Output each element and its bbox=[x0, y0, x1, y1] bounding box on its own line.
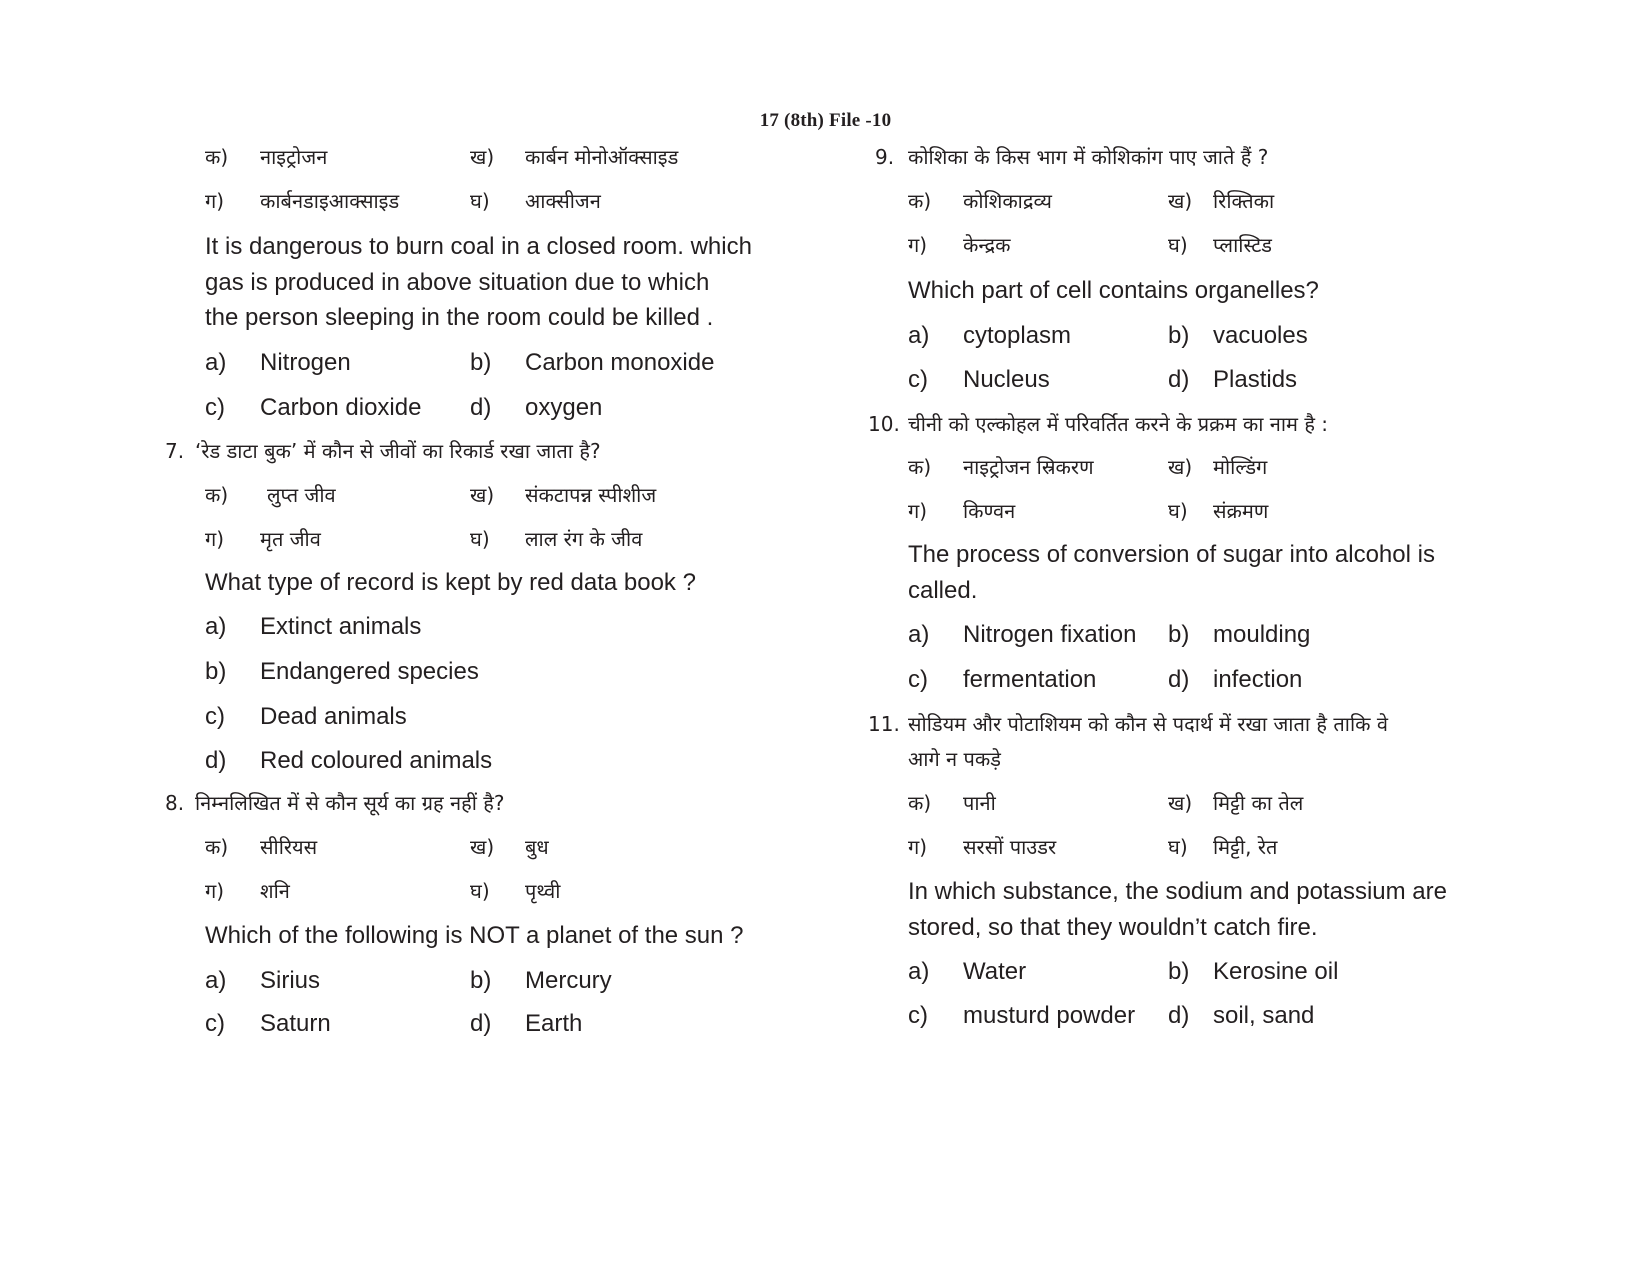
option-label: a) bbox=[205, 613, 227, 640]
option-text: प्लास्टिड bbox=[1213, 233, 1272, 257]
hindi-question: चीनी को एल्कोहल में परिवर्तित करने के प्रक्रम का नाम है : bbox=[908, 412, 1329, 436]
option-label: घ) bbox=[470, 189, 490, 213]
option-text: infection bbox=[1213, 666, 1303, 693]
option-label: ग) bbox=[908, 499, 928, 523]
option-label: ख) bbox=[1168, 189, 1193, 213]
option-label: ख) bbox=[1168, 791, 1193, 815]
question-number: 11. bbox=[868, 712, 900, 736]
option-text: Sirius bbox=[260, 967, 321, 994]
hindi-options-row bbox=[908, 833, 1518, 863]
question-number: 10. bbox=[868, 412, 900, 436]
option-text: musturd powder bbox=[963, 1002, 1136, 1029]
option-label: d) bbox=[205, 747, 227, 774]
hindi-options-row bbox=[908, 187, 1518, 217]
option-label: d) bbox=[1168, 666, 1190, 693]
english-options-row bbox=[175, 348, 775, 378]
option-text: मोल्डिंग bbox=[1213, 455, 1268, 479]
hindi-options-row bbox=[175, 187, 775, 217]
option-text: Kerosine oil bbox=[1213, 958, 1339, 985]
option-text: बुध bbox=[525, 835, 549, 859]
option-text: Endangered species bbox=[260, 658, 479, 685]
english-options-row bbox=[908, 957, 1518, 987]
english-options-row bbox=[908, 365, 1518, 395]
option-text: Dead animals bbox=[260, 703, 407, 730]
option-text: soil, sand bbox=[1213, 1002, 1315, 1029]
option-text: केन्द्रक bbox=[963, 233, 1011, 257]
option-label: d) bbox=[1168, 1002, 1190, 1029]
option-label: घ) bbox=[470, 527, 490, 551]
option-text: लुप्त जीव bbox=[267, 483, 336, 507]
hindi-question: कोशिका के किस भाग में कोशिकांग पाए जाते हैं ? bbox=[908, 145, 1269, 169]
option-label: c) bbox=[908, 666, 928, 693]
option-text: Earth bbox=[525, 1010, 583, 1037]
english-option-row bbox=[175, 746, 775, 776]
option-label: घ) bbox=[470, 879, 490, 903]
english-options-row bbox=[908, 321, 1518, 351]
option-text: Extinct animals bbox=[260, 613, 422, 640]
option-text: शनि bbox=[260, 879, 290, 903]
option-label: क) bbox=[205, 835, 229, 859]
english-options-row bbox=[908, 620, 1518, 650]
option-text: लाल रंग के जीव bbox=[525, 527, 643, 551]
english-option-row bbox=[175, 702, 775, 732]
option-label: घ) bbox=[1168, 835, 1188, 859]
option-text: कार्बनडाइआक्साइड bbox=[260, 189, 400, 213]
english-question-line: the person sleeping in the room could be killed . bbox=[205, 304, 714, 331]
hindi-options-row bbox=[175, 481, 775, 511]
option-text: oxygen bbox=[525, 394, 603, 421]
option-text: कार्बन मोनोऑक्साइड bbox=[525, 145, 679, 169]
option-label: c) bbox=[205, 703, 225, 730]
option-text: किण्वन bbox=[963, 499, 1016, 523]
option-label: c) bbox=[908, 1002, 928, 1029]
option-text: पृथ्वी bbox=[525, 879, 561, 903]
option-text: आक्सीजन bbox=[525, 189, 601, 213]
option-text: सरसों पाउडर bbox=[963, 835, 1057, 859]
option-label: b) bbox=[205, 658, 227, 685]
english-question-line: called. bbox=[908, 577, 978, 604]
option-label: d) bbox=[470, 1010, 492, 1037]
option-label: घ) bbox=[1168, 233, 1188, 257]
option-text: Carbon monoxide bbox=[525, 349, 715, 376]
option-text: संकटापन्न स्पीशीज bbox=[525, 483, 657, 507]
option-label: b) bbox=[1168, 621, 1190, 648]
option-label: ख) bbox=[1168, 455, 1193, 479]
hindi-question-line: सोडियम और पोटाशियम को कौन से पदार्थ में रखा जाता है ताकि वे bbox=[908, 712, 1388, 736]
option-label: क) bbox=[908, 791, 932, 815]
question-number: 7. bbox=[165, 439, 185, 463]
english-option-row bbox=[175, 612, 775, 642]
hindi-question: ‘रेड डाटा बुक’ में कौन से जीवों का रिकार्ड रखा जाता है? bbox=[195, 439, 601, 463]
option-text: मिट्टी का तेल bbox=[1213, 791, 1304, 815]
hindi-options-row bbox=[175, 877, 775, 907]
option-label: b) bbox=[1168, 958, 1190, 985]
question-number: 9. bbox=[875, 145, 895, 169]
option-label: ख) bbox=[470, 835, 495, 859]
option-text: Mercury bbox=[525, 967, 612, 994]
option-label: a) bbox=[908, 621, 930, 648]
option-label: a) bbox=[908, 322, 930, 349]
option-label: d) bbox=[470, 394, 492, 421]
hindi-options-row bbox=[175, 525, 775, 555]
hindi-options-row bbox=[908, 497, 1518, 527]
option-label: c) bbox=[205, 1010, 225, 1037]
option-label: क) bbox=[205, 483, 229, 507]
english-option-row bbox=[175, 657, 775, 687]
option-text: Plastids bbox=[1213, 366, 1298, 393]
hindi-options-row bbox=[175, 833, 775, 863]
english-options-row bbox=[175, 393, 775, 423]
option-text: Water bbox=[963, 958, 1027, 985]
hindi-question-line: आगे न पकड़े bbox=[908, 747, 1001, 771]
option-label: घ) bbox=[1168, 499, 1188, 523]
option-text: नाइट्रोजन bbox=[260, 145, 328, 169]
option-text: Saturn bbox=[260, 1010, 331, 1037]
option-label: c) bbox=[205, 394, 225, 421]
english-question: Which part of cell contains organelles? bbox=[908, 277, 1319, 304]
option-label: a) bbox=[908, 958, 930, 985]
option-text: cytoplasm bbox=[963, 322, 1072, 349]
english-question-line: In which substance, the sodium and potassium are bbox=[908, 878, 1447, 905]
question-number: 8. bbox=[165, 791, 185, 815]
option-text: Nitrogen bbox=[260, 349, 351, 376]
option-text: vacuoles bbox=[1213, 322, 1308, 349]
option-label: a) bbox=[205, 349, 227, 376]
hindi-options-row bbox=[908, 231, 1518, 261]
english-options-row bbox=[175, 1009, 775, 1039]
english-question: What type of record is kept by red data book ? bbox=[205, 569, 696, 596]
english-options-row bbox=[908, 665, 1518, 695]
english-options-row bbox=[908, 1001, 1518, 1031]
option-label: ग) bbox=[205, 527, 225, 551]
option-text: moulding bbox=[1213, 621, 1311, 648]
hindi-options-row bbox=[175, 143, 775, 173]
hindi-options-row bbox=[908, 789, 1518, 819]
english-question-line: The process of conversion of sugar into alcohol is bbox=[908, 541, 1435, 568]
option-label: क) bbox=[908, 455, 932, 479]
option-text: संक्रमण bbox=[1213, 499, 1269, 523]
option-text: मृत जीव bbox=[260, 527, 321, 551]
english-question-line: gas is produced in above situation due to which bbox=[205, 269, 710, 296]
option-label: b) bbox=[470, 349, 492, 376]
option-label: ग) bbox=[205, 879, 225, 903]
option-label: c) bbox=[908, 366, 928, 393]
option-label: ग) bbox=[205, 189, 225, 213]
english-options-row bbox=[175, 966, 775, 996]
option-label: ख) bbox=[470, 483, 495, 507]
option-text: Carbon dioxide bbox=[260, 394, 422, 421]
option-text: पानी bbox=[963, 791, 996, 815]
option-label: d) bbox=[1168, 366, 1190, 393]
english-question-line: stored, so that they wouldn’t catch fire. bbox=[908, 914, 1318, 941]
option-text: सीरियस bbox=[260, 835, 318, 859]
option-text: मिट्टी, रेत bbox=[1213, 835, 1278, 859]
hindi-options-row bbox=[908, 453, 1518, 483]
option-label: a) bbox=[205, 967, 227, 994]
option-label: ख) bbox=[470, 145, 495, 169]
option-label: क) bbox=[205, 145, 229, 169]
option-label: b) bbox=[1168, 322, 1190, 349]
page-header: 17 (8th) File -10 bbox=[759, 110, 892, 131]
option-text: Red coloured animals bbox=[260, 747, 493, 774]
english-question-line: It is dangerous to burn coal in a closed room. which bbox=[205, 233, 752, 260]
option-label: क) bbox=[908, 189, 932, 213]
option-text: नाइट्रोजन स्रिकरण bbox=[963, 455, 1094, 479]
option-text: Nitrogen fixation bbox=[963, 621, 1137, 648]
option-label: b) bbox=[470, 967, 492, 994]
hindi-question: निम्नलिखित में से कौन सूर्य का ग्रह नहीं है? bbox=[195, 791, 505, 815]
option-text: कोशिकाद्रव्य bbox=[963, 189, 1052, 213]
english-question: Which of the following is NOT a planet of the sun ? bbox=[205, 922, 744, 949]
option-text: Nucleus bbox=[963, 366, 1050, 393]
option-text: fermentation bbox=[963, 666, 1097, 693]
option-label: ग) bbox=[908, 233, 928, 257]
option-label: ग) bbox=[908, 835, 928, 859]
option-text: रिक्तिका bbox=[1213, 189, 1275, 213]
